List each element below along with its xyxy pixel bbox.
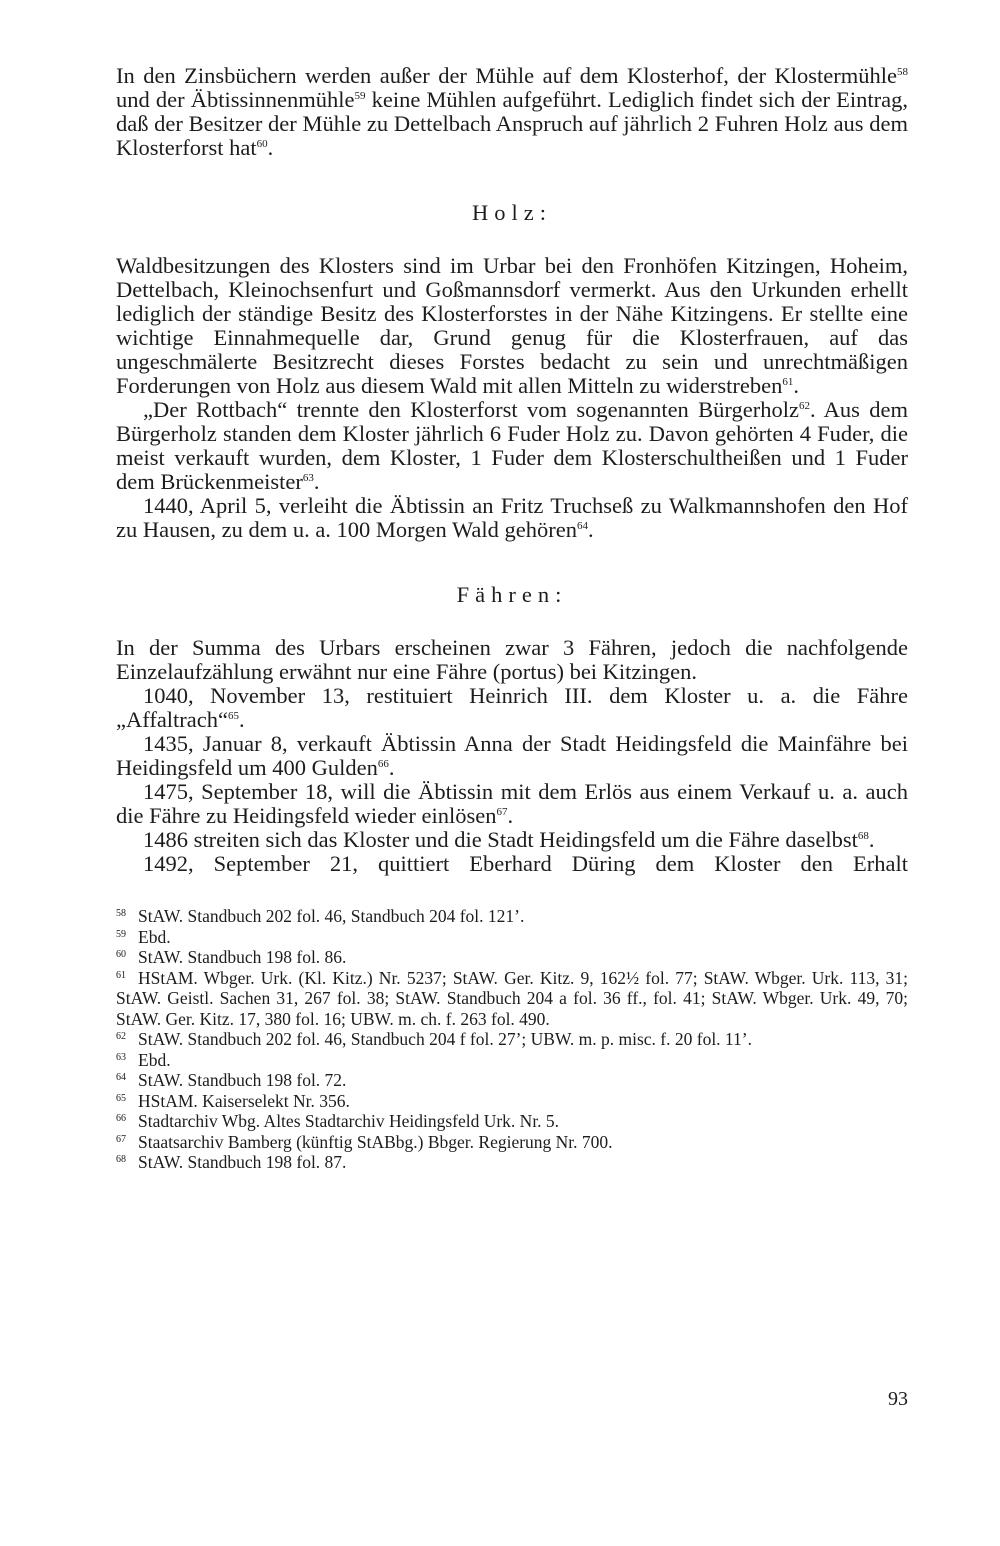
body-paragraph: Waldbesitzungen des Klosters sind im Urbar bei den Fronhöfen Kitzingen, Hoheim, Dettelbach, Kleinochsenfurt und Goßmannsdorf vermerkt. Aus den Urkunden erhellt lediglich der ständige Besitz des Klosterforstes in der Nähe Kitzingens. Er stellte eine wichtige Einnahmequelle dar, Grund genug für die Klosterfrauen, auf das ungeschmälerte Besitzrecht dieses Forstes bedacht zu sein und unrechtmäßigen Forderungen von Holz aus diesem Wald mit allen Mitteln zu widerstreben$^{61}$.: [116, 253, 908, 398]
footnote-number: 58: [116, 908, 126, 919]
footnote-ref[interactable]: 66: [377, 758, 389, 770]
footnote-text: StAW. Standbuch 202 fol. 46, Standbuch 204 fol. 121’.: [138, 906, 525, 926]
footnote: [116, 1111, 908, 1132]
footnote: [116, 947, 908, 968]
footnote-ref[interactable]: 67: [496, 806, 508, 818]
page-number: 93: [888, 1388, 908, 1410]
footnote-text: Ebd.: [138, 1049, 171, 1070]
footnote: [116, 968, 908, 1030]
footnotes: [116, 906, 908, 1173]
body-paragraph: 1475, September 18, will die Äbtissin mit dem Erlös aus einem Verkauf u. a. auch die Fähre zu Heidingsfeld wieder einlösen$^{67}$.: [116, 779, 908, 828]
footnote-number: 61: [116, 969, 126, 981]
body-paragraph: 1435, Januar 8, verkauft Äbtissin Anna der Stadt Heidingsfeld die Mainfähre bei Heidingsfeld um 400 Gulden$^{66}$.: [116, 731, 908, 780]
footnote: [116, 1091, 908, 1112]
footnote-ref[interactable]: 61: [782, 376, 794, 388]
footnote: [116, 1070, 908, 1091]
section-heading-faehren: Fähren:: [456, 582, 568, 607]
footnote-text: Stadtarchiv Wbg. Altes Stadtarchiv Heidingsfeld Urk. Nr. 5.: [138, 1111, 560, 1131]
footnote-ref[interactable]: 65: [228, 710, 240, 722]
footnote: [116, 1050, 908, 1071]
footnote-ref[interactable]: 58: [897, 66, 908, 78]
footnote: [116, 1132, 908, 1153]
footnote: [116, 1029, 908, 1050]
footnote-number: 68: [116, 1154, 126, 1165]
footnote: [116, 1152, 908, 1173]
footnote-ref[interactable]: 60: [256, 138, 268, 150]
body-paragraph: In den Zinsbüchern werden außer der Mühle auf dem Klosterhof, der Klostermühle$^{58}$ und der Äbtissinnenmühle$^{59}$ keine Mühlen aufgeführt. Lediglich findet sich der Eintrag, daß der Besitzer der Mühle zu Dettelbach Anspruch auf jährlich 2 Fuhren Holz aus dem Klosterforst hat$^{60}$.: [116, 63, 908, 160]
footnote-number: 62: [116, 1031, 126, 1042]
footnote-text: StAW. Standbuch 198 fol. 87.: [138, 1152, 347, 1172]
footnote-number: 64: [116, 1072, 126, 1083]
footnote-text: HStAM. Wbger. Urk. (Kl. Kitz.) Nr. 5237; StAW. Ger. Kitz. 9, 162½ fol. 77; StAW. Wbger. Urk. 113, 31; StAW. Geistl. Sachen 31, 267 fol. 38; StAW. Standbuch 204 a fol. 36 ff., fol. 41; StAW. Wbger. Urk. 49, 70; StAW. Ger. Kitz. 17, 380 fol. 16; UBW. m. ch. f. 263 fol. 490.: [116, 967, 908, 1029]
body-paragraph: „Der Rottbach“ trennte den Klosterforst vom sogenannten Bürgerholz$^{62}$. Aus dem Bürgerholz standen dem Kloster jährlich 6 Fuder Holz zu. Davon gehörten 4 Fuder, die meist verkauft wurden, dem Kloster, 1 Fuder dem Klosterschultheißen und 1 Fuder dem Brückenmeister$^{63}$.: [116, 397, 908, 494]
footnote-text: StAW. Standbuch 198 fol. 72.: [138, 1070, 347, 1090]
footnote: [116, 927, 908, 948]
footnote-number: 63: [116, 1051, 126, 1063]
body-paragraph: 1492, September 21, quittiert Eberhard Düring dem Kloster den Erhalt: [143, 851, 908, 876]
page-body: [116, 64, 908, 1173]
footnote-number: 65: [116, 1092, 126, 1104]
footnote-number: 66: [116, 1113, 126, 1124]
footnote-text: StAW. Standbuch 198 fol. 86.: [138, 947, 347, 967]
footnote-text: Ebd.: [138, 926, 171, 947]
footnote: [116, 906, 908, 927]
body-paragraph: 1040, November 13, restituiert Heinrich III. dem Kloster u. a. die Fähre „Affaltrach“$^{65}$.: [116, 683, 908, 732]
body-paragraph: In der Summa des Urbars erscheinen zwar 3 Fähren, jedoch die nachfolgende Einzelaufzählung erwähnt nur eine Fähre (portus) bei Kitzingen.: [116, 635, 908, 684]
footnote-ref[interactable]: 62: [798, 400, 810, 412]
footnote-ref[interactable]: 63: [302, 472, 314, 484]
body-paragraph: 1440, April 5, verleiht die Äbtissin an Fritz Truchseß zu Walkmannshofen den Hof zu Hausen, zu dem u. a. 100 Morgen Wald gehören$^{64}$.: [116, 493, 908, 542]
footnote-text: HStAM. Kaiserselekt Nr. 356.: [138, 1090, 350, 1111]
footnote-text: StAW. Standbuch 202 fol. 46, Standbuch 204 f fol. 27’; UBW. m. p. misc. f. 20 fol. 11’.: [138, 1029, 752, 1049]
footnote-number: 67: [116, 1133, 126, 1145]
footnote-number: 59: [116, 928, 126, 940]
body-paragraph: 1486 streiten sich das Kloster und die Stadt Heidingsfeld um die Fähre daselbst$^{68}$.: [143, 827, 875, 852]
footnote-number: 60: [116, 949, 126, 960]
section-heading-holz: Holz:: [472, 200, 552, 225]
footnote-ref[interactable]: 64: [577, 520, 588, 532]
footnote-ref[interactable]: 68: [857, 830, 869, 842]
footnote-ref[interactable]: 59: [354, 90, 366, 102]
footnote-text: Staatsarchiv Bamberg (künftig StABbg.) Bbger. Regierung Nr. 700.: [138, 1131, 613, 1152]
